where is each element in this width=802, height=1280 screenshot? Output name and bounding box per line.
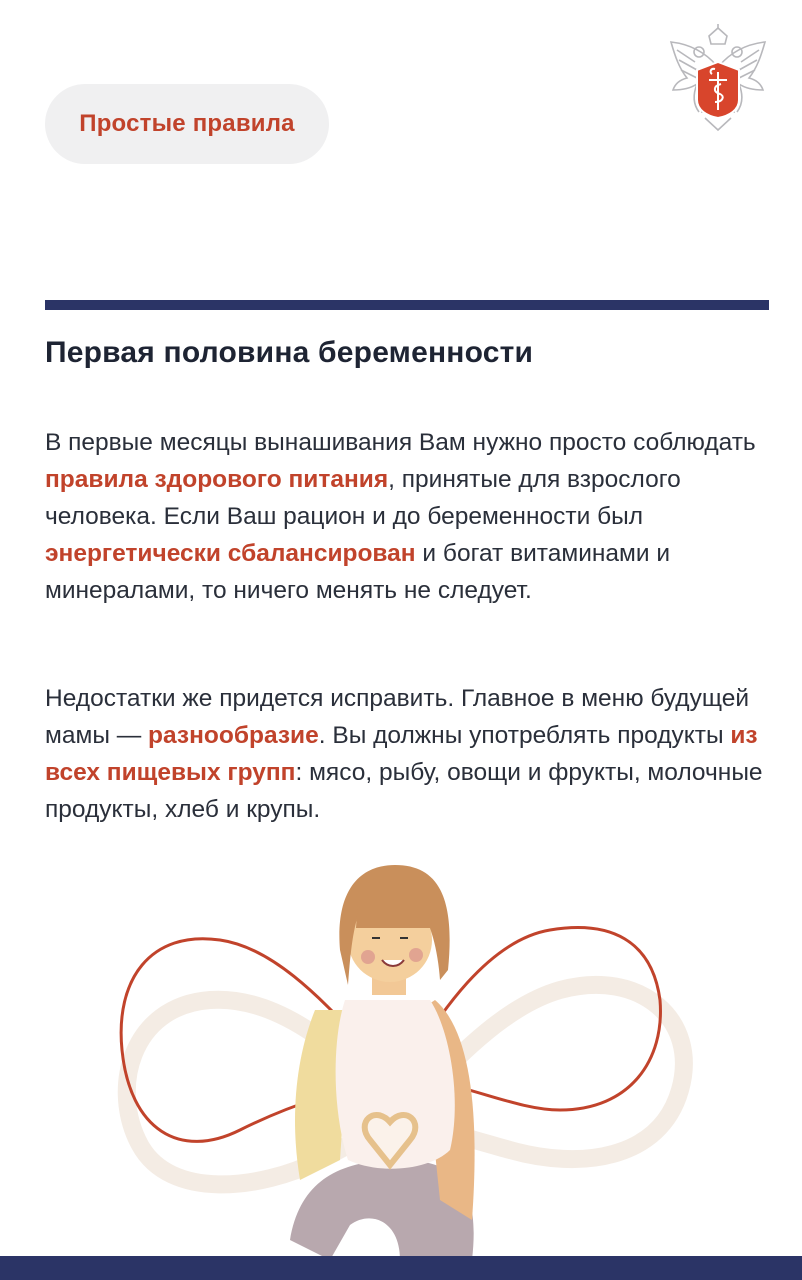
section-divider [45, 300, 769, 310]
text-run: и богат витаминами и минералами, то ничего менять не следует. [45, 540, 671, 604]
paragraph-variety [45, 680, 775, 828]
text-run: В первые месяцы вынашивания Вам нужно просто соблюдать [45, 429, 756, 456]
section-badge [45, 84, 329, 164]
highlight-variety: разнообразие [148, 722, 319, 749]
highlight-all-food-groups: из всех пищевых групп [45, 722, 758, 786]
highlight-energy-balanced: энергетически сбалансирован [45, 540, 416, 567]
highlight-healthy-eating-rules: правила здорового питания [45, 466, 389, 493]
section-badge-label: Простые правила [79, 110, 295, 137]
footer-bar [0, 1256, 802, 1280]
section-title: Первая половина беременности [45, 336, 534, 369]
text-run: , принятые для взрослого человека. Если Ваш рацион и до беременности был [45, 466, 681, 530]
text-run: . Вы должны употреблять продукты [318, 722, 731, 749]
text-run: : мясо, рыбу, овощи и фрукты, молочные продукты, хлеб и крупы. [45, 759, 763, 823]
ministry-emblem-icon [665, 22, 771, 134]
pregnant-woman-illustration [100, 860, 700, 1260]
text-run: Недостатки же придется исправить. Главное в меню будущей мамы — [45, 685, 750, 749]
paragraph-intro [45, 424, 775, 609]
